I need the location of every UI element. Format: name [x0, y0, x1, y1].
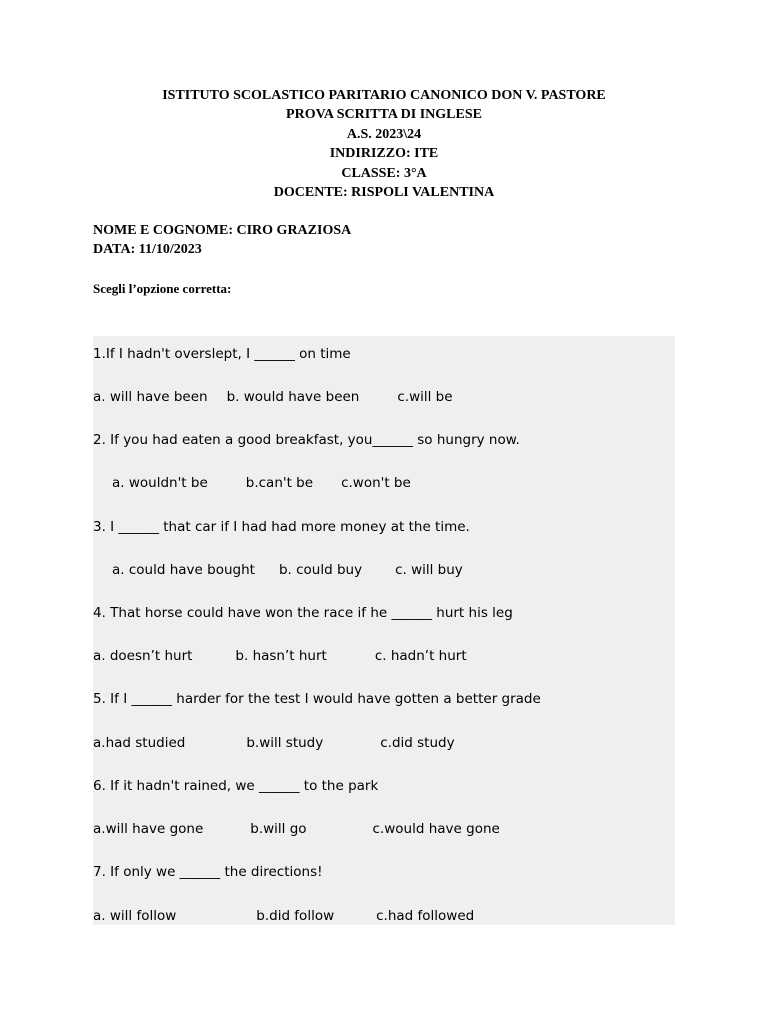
- option-1a[interactable]: a. will have been: [93, 389, 208, 405]
- student-name: NOME E COGNOME: CIRO GRAZIOSA: [93, 223, 352, 238]
- options-row-7: [93, 906, 474, 926]
- instruction-text: Scegli l’opzione corretta:: [93, 281, 232, 296]
- school-year: A.S. 2023\24: [346, 126, 422, 142]
- option-5c[interactable]: c.did study: [380, 735, 455, 751]
- question-3: 3. I ______ that car if I had had more money at the time.: [93, 519, 470, 535]
- options-row-4: [93, 646, 467, 666]
- option-7c[interactable]: c.had followed: [376, 908, 475, 924]
- document-header: [0, 86, 768, 202]
- course-track: INDIRIZZO: ITE: [329, 146, 439, 162]
- question-7: 7. If only we ______ the directions!: [93, 864, 323, 880]
- options-row-6: [93, 819, 500, 839]
- option-3a[interactable]: a. could have bought: [112, 562, 255, 578]
- option-2a[interactable]: a. wouldn't be: [112, 475, 208, 491]
- option-2c[interactable]: c.won't be: [341, 475, 411, 491]
- question-6: 6. If it hadn't rained, we ______ to the park: [93, 778, 379, 794]
- option-6b[interactable]: b.will go: [250, 821, 307, 837]
- option-4a[interactable]: a. doesn’t hurt: [93, 648, 193, 664]
- question-5: 5. If I ______ harder for the test I would have gotten a better grade: [93, 691, 541, 707]
- question-2: 2. If you had eaten a good breakfast, you______ so hungry now.: [93, 432, 520, 448]
- question-4: 4. That horse could have won the race if he ______ hurt his leg: [93, 605, 513, 621]
- option-7a[interactable]: a. will follow: [93, 908, 177, 924]
- options-row-1: [93, 387, 453, 407]
- option-3b[interactable]: b. could buy: [278, 562, 363, 578]
- exam-date: DATA: 11/10/2023: [93, 242, 202, 258]
- option-5b[interactable]: b.will study: [246, 735, 324, 751]
- teacher-label: DOCENTE: RISPOLI VALENTINA: [273, 184, 495, 200]
- option-4b[interactable]: b. hasn’t hurt: [235, 648, 327, 664]
- option-5a[interactable]: a.had studied: [93, 735, 186, 751]
- option-2b[interactable]: b.can't be: [245, 475, 314, 491]
- class-label: CLASSE: 3°A: [341, 165, 427, 181]
- option-1c[interactable]: c.will be: [397, 389, 453, 405]
- student-info: [93, 221, 351, 260]
- options-row-2: [112, 473, 411, 493]
- option-1b[interactable]: b. would have been: [226, 389, 360, 405]
- quiz-section: [93, 336, 675, 925]
- option-4c[interactable]: c. hadn’t hurt: [374, 648, 467, 664]
- option-6a[interactable]: a.will have gone: [93, 821, 204, 837]
- exam-title: PROVA SCRITTA DI INGLESE: [286, 107, 482, 123]
- question-1: 1.If I hadn't overslept, I ______ on time: [93, 346, 351, 362]
- option-7b[interactable]: b.did follow: [256, 908, 335, 924]
- options-row-5: [93, 733, 455, 753]
- option-3c[interactable]: c. will buy: [395, 562, 463, 578]
- school-name: ISTITUTO SCOLASTICO PARITARIO CANONICO DON V. PASTORE: [162, 88, 606, 103]
- options-row-3: [112, 560, 463, 580]
- option-6c[interactable]: c.would have gone: [372, 821, 500, 837]
